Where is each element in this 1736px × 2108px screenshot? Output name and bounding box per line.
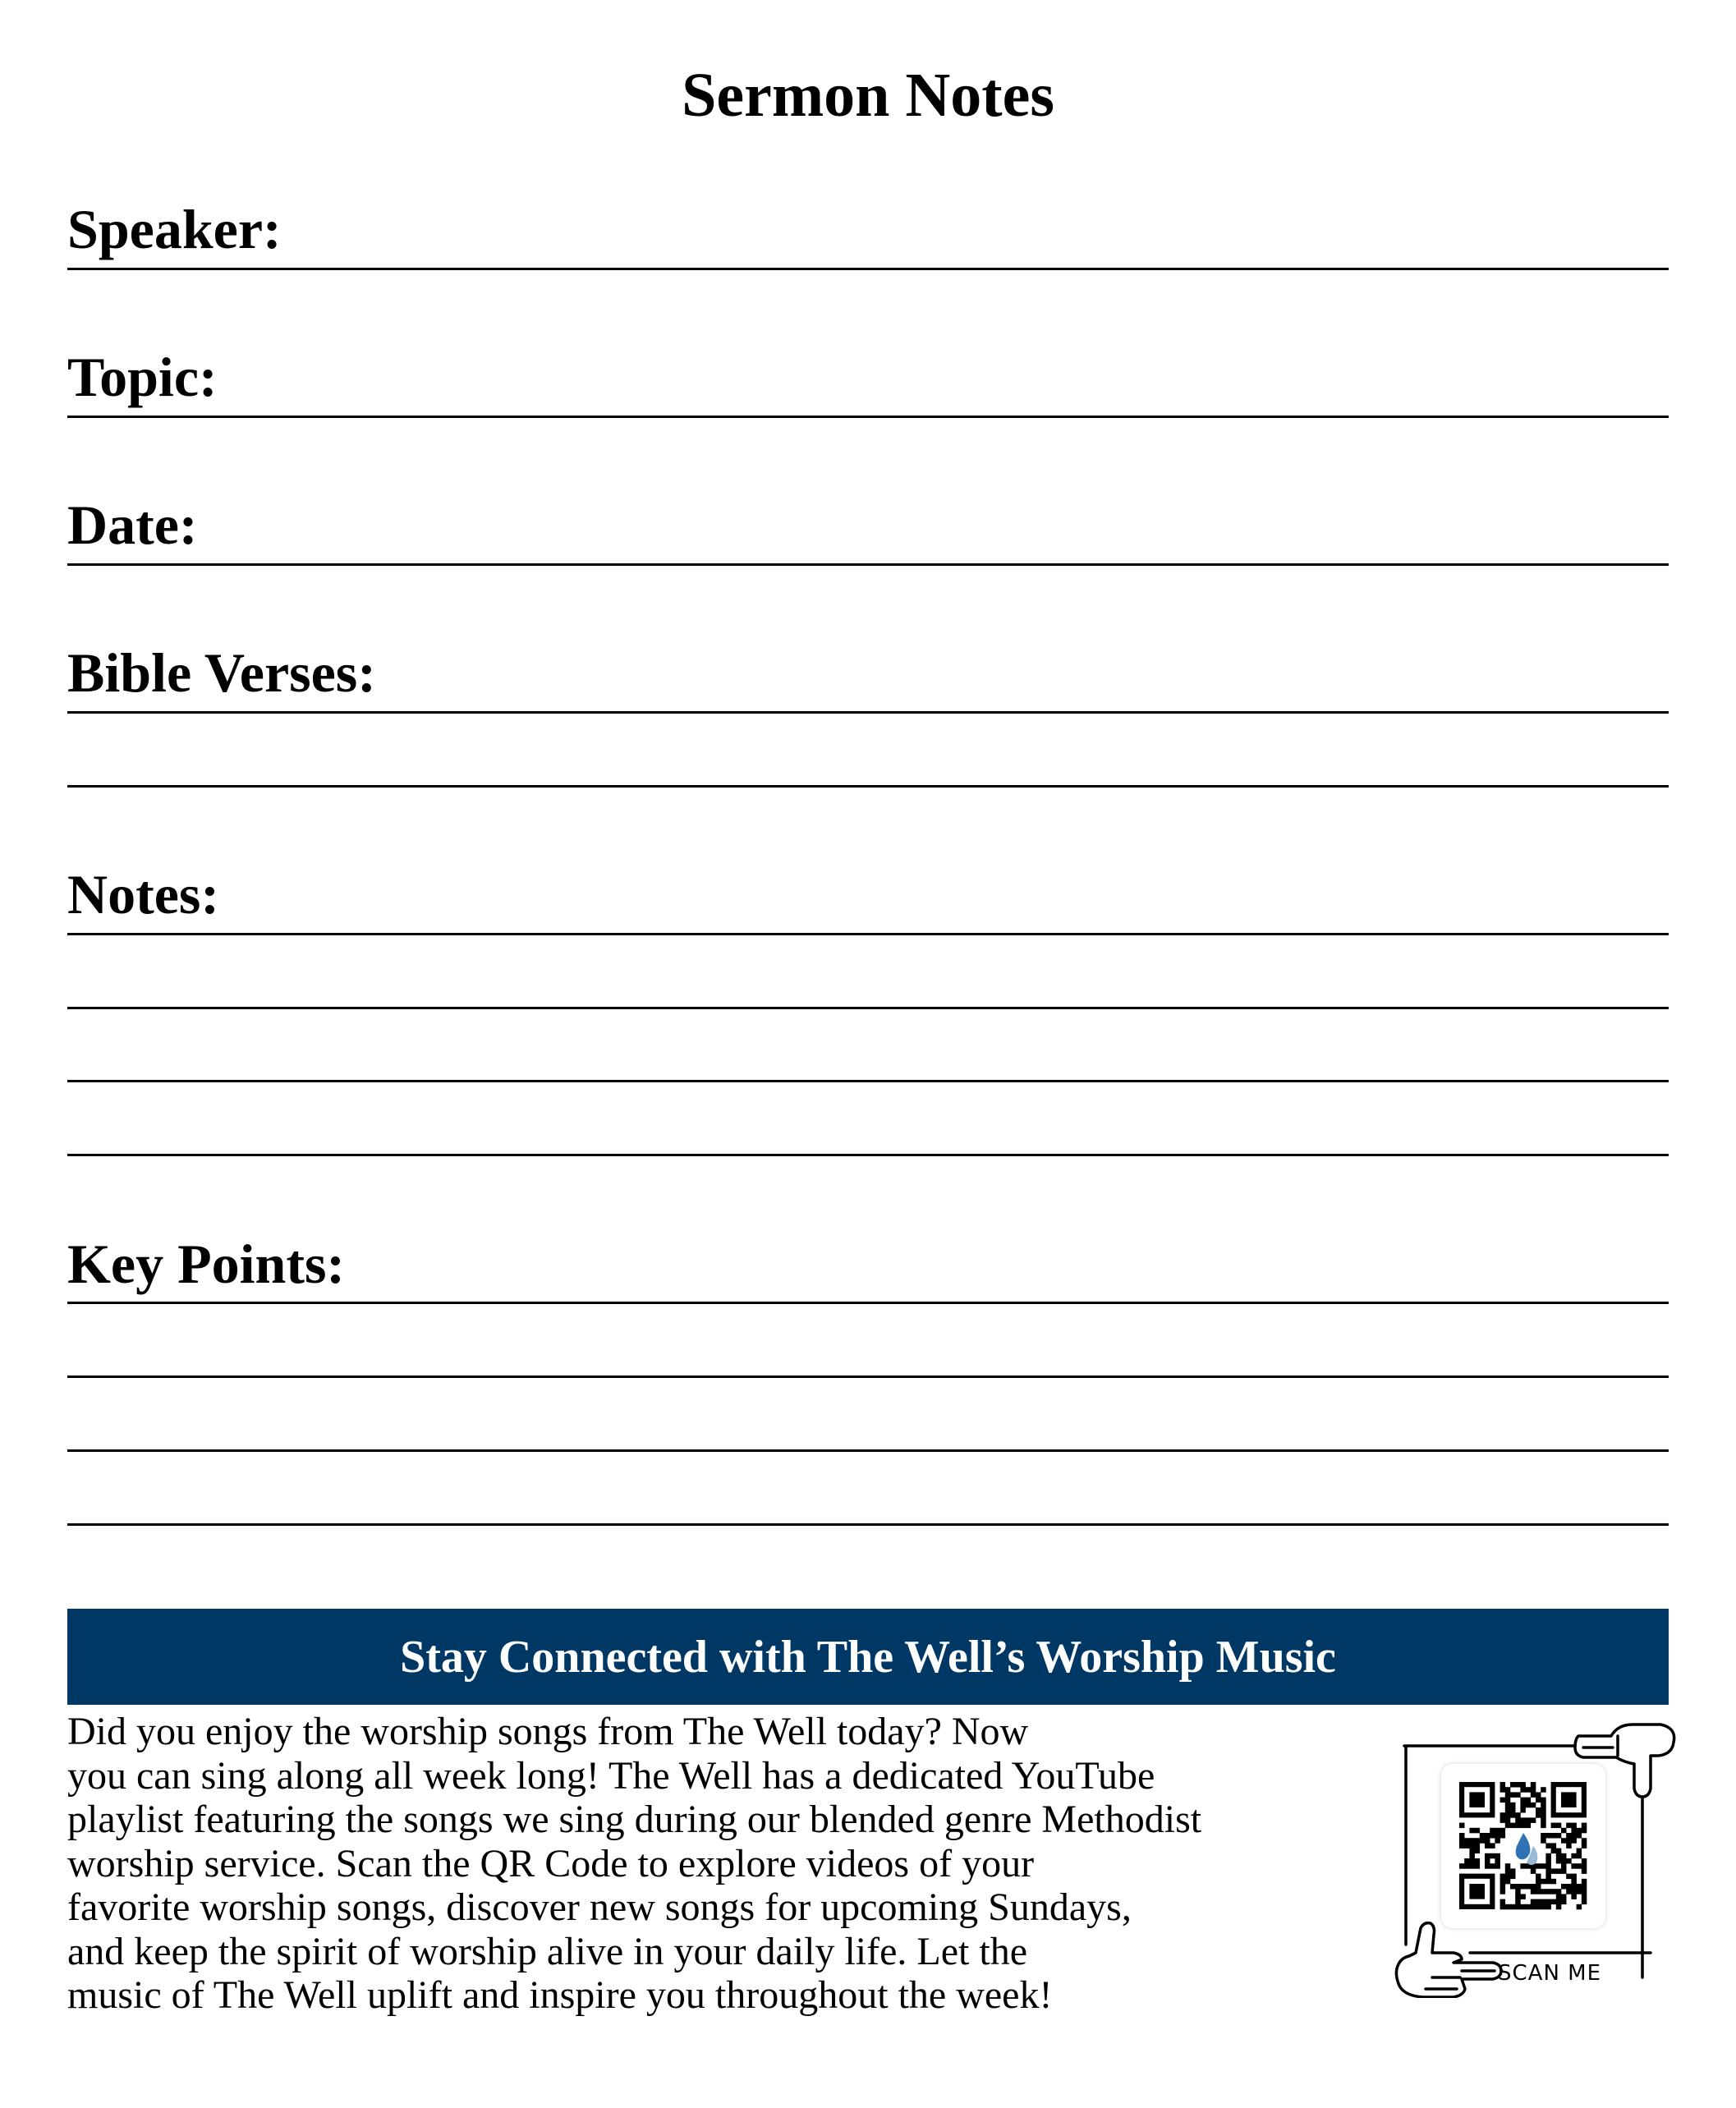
topic-label: Topic: <box>67 346 218 408</box>
key-points-line[interactable] <box>67 1523 1669 1526</box>
key-points-line[interactable] <box>67 1302 1669 1304</box>
notes-line[interactable] <box>67 933 1669 935</box>
date-line[interactable] <box>67 563 1669 566</box>
notes-line[interactable] <box>67 1154 1669 1156</box>
key-points-label: Key Points: <box>67 1233 346 1295</box>
bible-verses-label: Bible Verses: <box>67 641 376 704</box>
bible-verses-line[interactable] <box>67 785 1669 788</box>
speaker-label: Speaker: <box>67 198 282 260</box>
connect-banner <box>67 1609 1669 1705</box>
notes-line[interactable] <box>67 1007 1669 1009</box>
page-title: Sermon Notes <box>682 61 1054 130</box>
topic-line[interactable] <box>67 416 1669 418</box>
key-points-line[interactable] <box>67 1375 1669 1378</box>
bible-verses-line[interactable] <box>67 711 1669 714</box>
notes-label: Notes: <box>67 863 220 925</box>
water-drop-icon <box>1516 1833 1538 1865</box>
banner-heading: Stay Connected with The Well’s Worship Music <box>400 1631 1336 1683</box>
pointing-hand-icon <box>1396 1923 1501 1997</box>
key-points-line[interactable] <box>67 1449 1669 1452</box>
speaker-line[interactable] <box>67 268 1669 270</box>
qr-code-icon[interactable] <box>1441 1764 1605 1928</box>
body-paragraph: Did you enjoy the worship songs from The Well today? Now you can sing along all week long! The Well has a dedicated YouTube playlist featuring the songs we sing during our blended genre Methodist worship service. Scan the QR Code to explore videos of your favorite worship songs, discover new songs for upcoming Sundays, and keep the spirit of worship alive in your daily life. Let the music of The Well uplift and inspire you throughout the week! <box>67 1710 1202 2017</box>
date-label: Date: <box>67 494 198 556</box>
scan-me-caption: SCAN ME <box>1498 1961 1602 1986</box>
notes-line[interactable] <box>67 1080 1669 1082</box>
qr-card[interactable] <box>1441 1764 1605 1928</box>
